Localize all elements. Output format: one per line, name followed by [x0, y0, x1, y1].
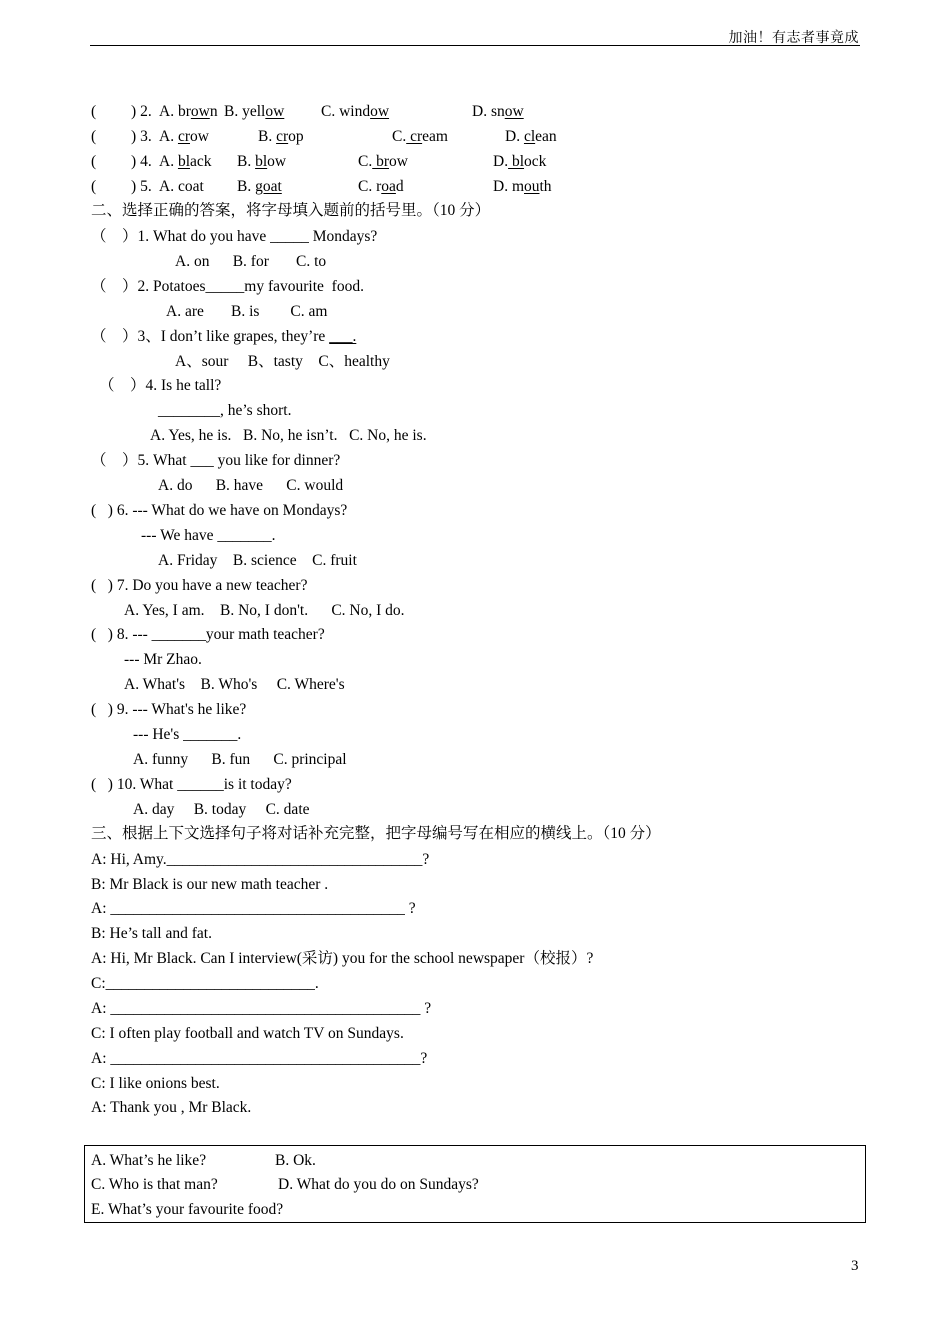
option-a: A. black — [159, 153, 212, 170]
q4: （ ）4. Is he tall? — [99, 377, 222, 394]
q6-answer-line: --- We have _______. — [141, 527, 276, 544]
option-a: A. crow — [159, 128, 209, 145]
q7-options: A. Yes, I am. B. No, I don't. C. No, I do. — [124, 602, 405, 619]
q1: （ ）1. What do you have _____ Mondays? — [91, 228, 378, 245]
dialog-line: A: Thank you , Mr Black. — [91, 1099, 252, 1116]
q10: ( ) 10. What ______is it today? — [91, 776, 292, 793]
dialog-line: C: I like onions best. — [91, 1075, 220, 1092]
q8-options: A. What's B. Who's C. Where's — [124, 676, 345, 693]
option-d: D. block — [493, 153, 547, 170]
q10-options: A. day B. today C. date — [133, 801, 310, 818]
dialog-line: B: He’s tall and fat. — [91, 925, 212, 942]
dialog-line: A: ________________________________________? — [91, 1050, 428, 1067]
q5-options: A. do B. have C. would — [158, 477, 344, 494]
page-number: 3 — [851, 1258, 859, 1274]
option-d: D. snow — [472, 103, 524, 120]
dialog-line: A: ______________________________________ ? — [91, 900, 416, 917]
dialog-line: A: ________________________________________ ? — [91, 1000, 432, 1017]
q4-answer-line: ________, he’s short. — [158, 402, 292, 419]
dialog-line: B: Mr Black is our new math teacher . — [91, 876, 329, 893]
paren: ( ) 2. — [91, 103, 152, 120]
dialog-line: C:___________________________. — [91, 975, 319, 992]
option-b: B. goat — [237, 178, 282, 195]
q6-options: A. Friday B. science C. fruit — [158, 552, 357, 569]
option-b: B. crop — [258, 128, 304, 145]
header-motto: 加油！有志者事竟成 — [728, 31, 859, 46]
q8-answer-line: --- Mr Zhao. — [124, 651, 202, 668]
option-d: D. mouth — [493, 178, 552, 195]
option-d: D. clean — [505, 128, 557, 145]
section3-title: 三、根据上下文选择句子将对话补充完整，把字母编号写在相应的横线上。（10 分） — [91, 825, 661, 842]
q9: ( ) 9. --- What's he like? — [91, 701, 247, 718]
q4-options: A. Yes, he is. B. No, he isn’t. C. No, he is. — [150, 427, 427, 444]
option-d: D. What do you do on Sundays? — [278, 1176, 479, 1193]
option-c: C. window — [321, 103, 390, 120]
header-rule — [90, 45, 860, 46]
q8: ( ) 8. --- _______your math teacher? — [91, 626, 325, 643]
dialog-line: A: Hi, Mr Black. Can I interview(采访) you for the school newspaper（校报）? — [91, 950, 594, 967]
q9-answer-line: --- He's _______. — [133, 726, 242, 743]
paren: ( ) 4. — [91, 153, 152, 170]
paren: ( ) 3. — [91, 128, 152, 145]
q7: ( ) 7. Do you have a new teacher? — [91, 577, 308, 594]
q2: （ ）2. Potatoes_____my favourite food. — [91, 278, 364, 295]
option-c: C. road — [358, 178, 404, 195]
dialog-line: A: Hi, Amy._________________________________? — [91, 851, 430, 868]
q1-options: A. on B. for C. to — [175, 253, 327, 270]
option-c: C. brow — [358, 153, 408, 170]
option-e: E. What’s your favourite food? — [91, 1201, 284, 1218]
option-b: B. yellow — [224, 103, 285, 120]
option-b: B. Ok. — [275, 1152, 316, 1169]
option-a: A. What’s he like? — [91, 1152, 207, 1169]
q9-options: A. funny B. fun C. principal — [133, 751, 347, 768]
q3-options: A、sour B、tasty C、healthy — [175, 353, 390, 370]
option-c: C. cream — [392, 128, 448, 145]
q5: （ ）5. What ___ you like for dinner? — [91, 452, 341, 469]
q2-options: A. are B. is C. am — [166, 303, 328, 320]
option-a: A. coat — [159, 178, 204, 195]
option-a: A. brown — [159, 103, 218, 120]
option-b: B. blow — [237, 153, 287, 170]
dialog-line: C: I often play football and watch TV on Sundays. — [91, 1025, 404, 1042]
section2-title: 二、选择正确的答案，将字母填入题前的括号里。（10 分） — [91, 202, 491, 219]
q6: ( ) 6. --- What do we have on Mondays? — [91, 502, 348, 519]
q3: （ ）3、I don’t like grapes, they’re ___. — [91, 328, 357, 345]
paren: ( ) 5. — [91, 178, 152, 195]
option-c: C. Who is that man? — [91, 1176, 218, 1193]
